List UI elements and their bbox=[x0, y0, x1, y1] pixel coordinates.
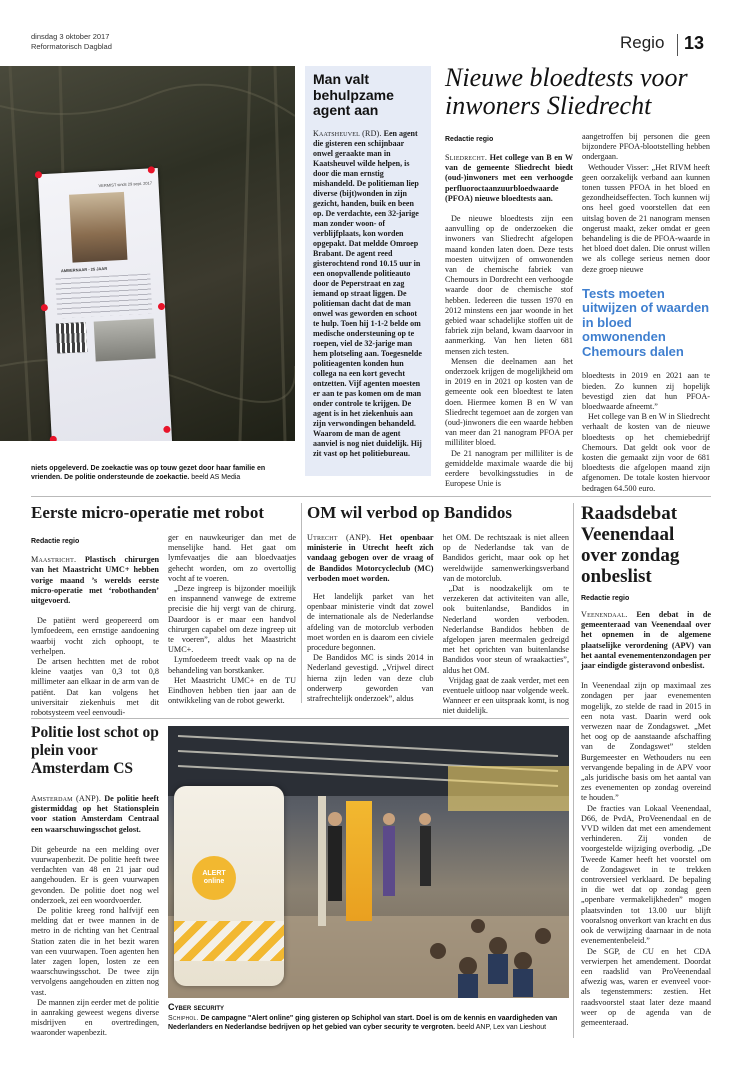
photo-missing-poster bbox=[0, 66, 295, 441]
article-bloedtests-body1: Sliedrecht. Het college van B en W van de gemeente Sliedrecht biedt (oud-)inwoners met een verhoogde perfluoroctaanzuurbloedwaarde (PFOA) nieuwe bloedtests aan. De nieuwe bloedtests zijn een aanvulling op de onderzoeken die inwoners van Sliedrecht afgelopen maand konden laten doen. Deze tests moesten uitwijzen of omwonenden van de chemische fabriek van Chemours in Dordrecht een verhoogde waarde door de chemische stof hebben. Iedereen die tussen 1970 en 2012 minstens een jaar woonde in het gebied waar schadelijke stoffen uit de fabriek zijn beland, kwam daarvoor in aanmerking. Van hen lieten 681 mensen zich testen. Mensen die deelnamen aan het onderzoek krijgen de mogelijkheid om in 2019 en in 2021 op kosten van de gemeente ook een bloedtest te laten doen. Hiermee komen B en W van Sliedrecht tegemoet aan de zorgen van (oud-)inwoners die een waarde hebben van meer dan 21 nanogram PFOA per milliliter bloed. De 21 nanogram per milliliter is de gemiddelde maximale waarde die bij eerdere bevolkingsstudies in de Europese Unie is bbox=[445, 153, 574, 489]
booth-stripes bbox=[174, 921, 284, 961]
poster-pin bbox=[41, 304, 48, 311]
poster-bicycle-photo bbox=[94, 318, 156, 361]
article-raadsdebat bbox=[581, 503, 711, 1028]
article-bloedtests-body3: bloedtests in 2019 en 2021 aan te bieden. Zo kunnen zij hopelijk bevestigd zien dat hun PFOA-bloedwaarde afneemt.” Het college van B en W in Sliedrecht verhaalt de kosten van de nieuwe bloedtests op het chemiebedrijf Chemours. Dat geldt ook voor de kosten die gemaakt zijn voor de 681 bloedtests die afgelopen maand zijn afgenomen. De totale kosten hiervoor bedragen 64.500 euro. bbox=[582, 371, 710, 493]
article-agent-headline: Man valt behulpzame agent aan bbox=[313, 71, 394, 118]
poster-heading: VERMIST sinds 29 sept. 2017 bbox=[98, 180, 153, 189]
article-politie bbox=[31, 724, 159, 1039]
article-bandidos bbox=[307, 503, 569, 717]
article-raadsdebat-headline: Raadsdebat Veenendaal over zondag onbeslist bbox=[581, 503, 680, 587]
issue-date: dinsdag 3 oktober 2017 bbox=[31, 32, 110, 41]
caption-kicker: Cyber security bbox=[168, 1002, 225, 1012]
byline: Redactie regio bbox=[581, 595, 630, 602]
column-divider bbox=[573, 503, 574, 1038]
article-agent-box bbox=[305, 66, 431, 476]
article-robot bbox=[31, 503, 296, 718]
alert-online-banner bbox=[346, 801, 372, 921]
article-bloedtests-body2: aangetroffen bij personen die geen bijzondere PFOA-blootstelling hebben ondergaan. Wethouder Visser: „Het RIVM heeft geen oorzakelijk verband aan kunnen tonen tussen PFOA in het bloed en gezondheidseffecten. Toch kunnen wij ons heel goed voorstellen dat een uitslag boven de 21 nanogram mensen ongerust maakt, zeker omdat er geen behandeling is die de PFOA-waarde in het bloed doet dalen. Die onrust willen we als college serieus nemen door deze groep nieuwe bbox=[582, 132, 710, 274]
article-robot-headline: Eerste micro-operatie met robot bbox=[31, 503, 265, 522]
poster-pin bbox=[158, 303, 165, 310]
section-divider bbox=[31, 496, 711, 497]
article-bandidos-col1: Utrecht (ANP). Het openbaar ministerie in Utrecht heeft zich vandaag gebogen over de vraag of de Bandidos Motorcycleclub (MC) verboden moet worden. Het landelijk parket van het openbaar ministerie vindt dat zowel de internationale als de Nederlandse afdeling van de motorclub verboden moet worden en is daarom een civiele procedure begonnen. De Bandidos MC is sinds 2014 in Nederland gevestigd. „Vrijwel direct hierna zijn leden van deze club onderwerp geworden van strafrechtelijk onderzoek”, aldus bbox=[307, 533, 434, 704]
photo-cyber-security bbox=[168, 726, 569, 998]
photo-caption-top: niets opgeleverd. De zoekactie was op touw gezet door haar familie en vrienden. De politie ondersteunde de zoekactie. beeld AS Media bbox=[31, 465, 266, 481]
poster-portrait bbox=[69, 192, 127, 263]
article-politie-headline: Politie lost schot op plein voor Amsterdam CS bbox=[31, 724, 159, 777]
article-raadsdebat-body: Veenendaal. Een debat in de gemeenteraad van Veenendaal over het opnemen in de algemene plaatselijke verordening (APV) van het aantal evenementenzondagen per jaar eindigde gisteravond onbeslist. In Veenendaal zijn op maximaal zes zondagen per jaar evenementen mogelijk, zo stelde de raad in 2015 in een nota vast. Daarin werd ook verwezen naar de Zondagswet. „Met het oog op de aanstaande afschaffing van de Zondagswet” stelden Burgemeester en Wethouders nu een vervangende bepaling in de APV voor „als juridische basis om het aantal van zes evenementen op zondag overeind te houden.” De fracties van Lokaal Veenendaal, D66, de PvdA, ProVeenendaal en de VVD wilden dat met een amendement verhinderen. Zij vonden de voorgestelde wijziging overbodig. „De Tweede Kamer heeft het voorstel om de Zondagswet in te trekken controversieel verklaard. De bepaling in die wet dat op zondag geen „openbare vermakelijkheden” mogen plaatsvinden tot 13.00 uur blijft vooralsnog onverkort van kracht en dus ook de verwijzing daarnaar in de nota evenementenbeleid.” De SGP, de CU en het CDA verwierpen het amendement. Doordat een raadslid van ProVeenendaal afwezig was, waren er evenveel voor- als tegenstemmers: zestien. Het raadsvoorstel staat later deze maand weer op de agenda van de gemeenteraad. bbox=[581, 610, 712, 1027]
poster-text-lines bbox=[55, 274, 152, 319]
alert-online-booth bbox=[174, 786, 284, 986]
missing-poster bbox=[38, 168, 172, 441]
publication-name: Reformatorisch Dagblad bbox=[31, 42, 112, 51]
article-agent-body: Kaatsheuvel (RD). Een agent die gisteren een schijnbaar onwel geraakte man in Kaatsheuvel wilde helpen, is door die man ernstig mishandeld. De politieman liep diverse (bijt)wonden in zijn gezicht, handen, buik en been op. De verdachte, een 32-jarige man zonder woon- of verblijfplaats, kon worden opgepakt. Dat meldde Omroep Brabant. De agent reed gisterochtend rond 10.15 uur in een onopvallende politieauto door de Peperstraat en zag iemand op straat liggen. De politieman dacht dat de man onwel was geworden en schoot te hulp. Toen hij 1-1-2 belde om medische ondersteuning op te roepen, viel de 32-jarige man hem plotseling aan. Toegesnelde politieagenten konden hun collega na een kort gevecht ontzetten. Vijf agenten moesten er aan te pas komen om de man onder controle te krijgen. De agent is in het ziekenhuis aan zijn verwondingen behandeld. Waarom de man de agent aanviel is nog niet duidelijk. Hij zit vast op het politiebureau. bbox=[313, 128, 422, 458]
poster-pin bbox=[148, 166, 155, 173]
byline: Redactie regio bbox=[31, 538, 80, 545]
article-bandidos-col2: het OM. De rechtszaak is niet alleen op de Nederlandse tak van de Bandidos gericht, maar ook op het wereldwijde samenwerkingsverband van de motorclub. „Dat is noodzakelijk om te verzekeren dat activiteiten van alle, ook buitenlandse, Bandidos in Nederland worden verboden. Nederlandse Bandidos hebben de afgelopen jaren meermalen gedreigd met het oprichten van buitenlandse Bandidos voor steun of wraakacties”, aldus het OM. Vrijdag gaat de zaak verder, met een eventuele uitloop naar volgende week. Wanneer er een uitspraak komt, is nog niet duidelijk. bbox=[442, 533, 569, 716]
poster-pin bbox=[50, 436, 57, 441]
article-politie-body: Amsterdam (ANP). De politie heeft gistermiddag op het Stationsplein voor station Amsterdam Centraal een waarschuwingsschot gelost. Dit gebeurde na een melding over vuurwapenbezit. De politie heeft twee verdachten van 48 en 21 jaar oud aangehouden. Er is geen vuurwapen gevonden. De politie doet nog wel onderzoek, zei een woordvoerder. De politie kreeg rond halfvijf een melding dat er twee mannen in de metro in de richting van het Centraal Station zaten die in het bezit waren van een vuurwapen. Toen agenten hen later zagen lopen, losten ze een waarschuwingsschot. De twee zijn vervolgens aangehouden en zitten nog vast. De mannen zijn eerder met de politie in aanraking geweest wegens diverse misdrijven en overtredingen, waaronder wapenbezit. bbox=[31, 794, 160, 1038]
article-bandidos-headline: OM wil verbod op Bandidos bbox=[307, 503, 512, 522]
photo-caption-cyber: Cyber security Schiphol. De campagne "Alert online" ging gisteren op Schiphol van start. Doel is om de kennis en vaardigheden van Nederlanders en Nederlandse bedrijven op het gebied van cyber security te vergroten. beeld ANP, Lex van Lieshout bbox=[168, 1003, 569, 1032]
header-divider bbox=[677, 34, 678, 56]
section-divider bbox=[31, 718, 569, 719]
poster-name: AMBERNAAR - 25 JAAR bbox=[60, 265, 108, 274]
poster-pin bbox=[35, 171, 42, 178]
article-bloedtests-col1 bbox=[445, 130, 573, 490]
byline: Redactie regio bbox=[445, 136, 494, 143]
article-bloedtests-headline: Nieuwe bloedtests voor inwoners Sliedrecht bbox=[445, 63, 688, 120]
article-bloedtests-col2 bbox=[582, 132, 710, 494]
poster-pin bbox=[163, 426, 170, 433]
article-bloedtests-subhead: Tests moeten uitwijzen of waarden in bloed omwonenden Chemours dalen bbox=[582, 285, 710, 359]
section-label: Regio bbox=[620, 33, 665, 52]
article-robot-col2: ger en nauwkeuriger dan met de menselijke hand. Het gaat om lymfevaatjes die aan bloedvaatjes gehecht worden, om zo overtollig vocht af te voeren. „Deze ingreep is bijzonder moeilijk en inspannend vanwege de extreme precisie die hij vergt van de chirurg. Daardoor is er maar een handvol chirurgen capabel om deze ingreep uit te voeren”, aldus het Maastricht UMC+. Lymfoedeem treedt vaak op na de behandeling van borstkanker. Het Maastricht UMC+ en de TU Eindhoven hebben tien jaar aan de ontwikkeling van de robot gewerkt. bbox=[168, 533, 296, 706]
column-divider bbox=[301, 503, 302, 703]
poster-qr-code bbox=[56, 322, 88, 354]
page-number: 13 bbox=[684, 33, 705, 53]
article-robot-col1: Redactie regio Maastricht. Plastisch chirurgen van het Maastricht UMC+ hebben vorige maand ’s werelds eerste micro-operatie met ‘robothanden’ uitgevoerd. De patiënt werd geopereerd om lymfoedeem, een ernstige aandoening waarbij vocht zich ophoopt, te verhelpen. De artsen hechtten met de robot kleine vaatjes van 0,3 tot 0,8 millimeter aan elkaar in de arm van de patiënt. Dat kan volgens het universitair ziekenhuis met dit robotsysteem veel eenvoudi- bbox=[31, 538, 159, 718]
booth-badge: ALERT online bbox=[192, 856, 236, 900]
